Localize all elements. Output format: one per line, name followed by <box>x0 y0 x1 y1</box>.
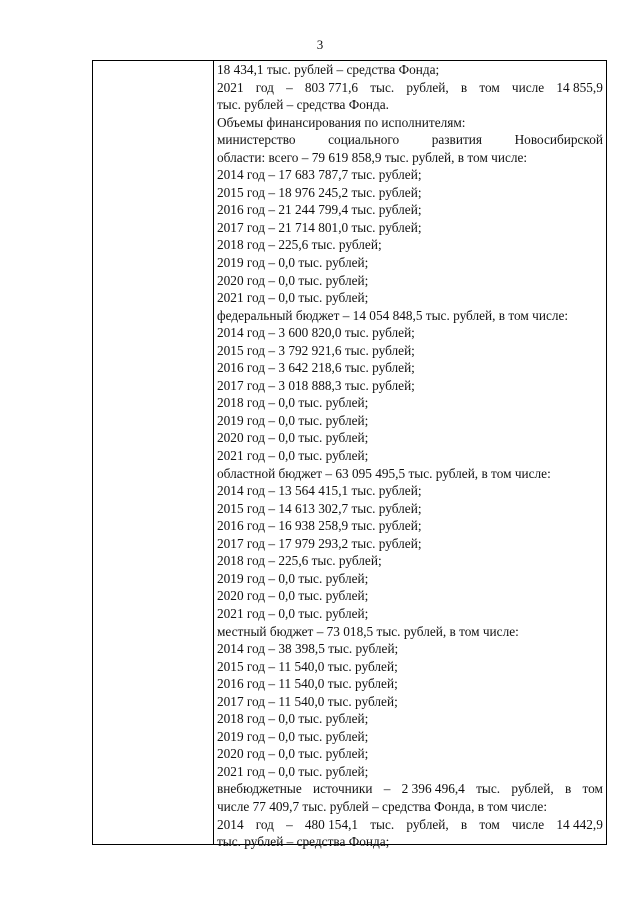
text-line: 2016 год – 11 540,0 тыс. рублей; <box>217 676 398 692</box>
word: в <box>564 781 572 797</box>
text-line: 2020 год – 0,0 тыс. рублей; <box>217 588 369 604</box>
word: рублей, <box>406 79 449 95</box>
word: в <box>460 816 468 832</box>
word: рублей, <box>406 816 449 832</box>
word: числе <box>511 816 545 832</box>
word: 480 154,1 <box>304 816 359 832</box>
text-line: 2020 год – 0,0 тыс. рублей; <box>217 746 369 762</box>
text-line: 2018 год – 225,6 тыс. рублей; <box>217 237 382 253</box>
text-line: 2020 год – 0,0 тыс. рублей; <box>217 430 369 446</box>
word: 14 855,9 <box>556 79 603 95</box>
word: – <box>286 79 293 95</box>
text-line: области: всего – 79 619 858,9 тыс. рублей, в том числе: <box>217 149 528 165</box>
word: развития <box>431 132 482 148</box>
text-line <box>217 780 603 798</box>
text-line: тыс. рублей – средства Фонда. <box>217 97 389 113</box>
word: 14 442,9 <box>556 816 603 832</box>
page-number: 3 <box>316 37 324 52</box>
text-line: 18 434,1 тыс. рублей – средства Фонда; <box>217 62 440 77</box>
word: том <box>479 816 500 832</box>
column-divider <box>213 61 214 844</box>
word: том <box>582 781 603 797</box>
text-line: 2014 год – 17 683 787,7 тыс. рублей; <box>217 167 422 183</box>
text-line: 2018 год – 0,0 тыс. рублей; <box>217 395 369 411</box>
text-line: 2016 год – 21 244 799,4 тыс. рублей; <box>217 202 422 218</box>
text-line: 2015 год – 18 976 245,2 тыс. рублей; <box>217 184 422 200</box>
text-line: 2017 год – 11 540,0 тыс. рублей; <box>217 693 398 709</box>
text-line: 2014 год – 13 564 415,1 тыс. рублей; <box>217 483 422 499</box>
word: 803 771,6 <box>304 79 359 95</box>
program-table <box>92 60 607 850</box>
financing-column <box>217 61 603 851</box>
text-line <box>217 816 603 834</box>
text-line: 2014 год – 3 600 820,0 тыс. рублей; <box>217 325 415 341</box>
text-line: 2021 год – 0,0 тыс. рублей; <box>217 605 369 621</box>
text-line: федеральный бюджет – 14 054 848,5 тыс. рублей, в том числе: <box>217 307 569 323</box>
text-line: 2015 год – 14 613 302,7 тыс. рублей; <box>217 500 422 516</box>
text-line: 2021 год – 0,0 тыс. рублей; <box>217 763 369 779</box>
word: социального <box>328 132 400 148</box>
text-line: 2019 год – 0,0 тыс. рублей; <box>217 728 369 744</box>
word: источники <box>313 781 373 797</box>
word: числе <box>511 79 545 95</box>
text-line: 2016 год – 16 938 258,9 тыс. рублей; <box>217 518 422 534</box>
text-line: 2017 год – 21 714 801,0 тыс. рублей; <box>217 219 422 235</box>
word: в <box>460 79 468 95</box>
text-line: 2014 год – 38 398,5 тыс. рублей; <box>217 641 399 657</box>
word: тыс. <box>370 816 395 832</box>
word: внебюджетные <box>217 781 302 797</box>
word: год <box>255 79 274 95</box>
word: тыс. <box>476 781 501 797</box>
word: 2021 <box>217 79 244 95</box>
text-line <box>217 131 603 149</box>
text-line: 2017 год – 17 979 293,2 тыс. рублей; <box>217 535 422 551</box>
word: Новосибирской <box>514 132 603 148</box>
text-line: 2020 год – 0,0 тыс. рублей; <box>217 272 369 288</box>
text-line: числе 77 409,7 тыс. рублей – средства Фонда, в том числе: <box>217 798 548 814</box>
text-line: 2021 год – 0,0 тыс. рублей; <box>217 448 369 464</box>
text-line: 2016 год – 3 642 218,6 тыс. рублей; <box>217 360 415 376</box>
word: 2 396 496,4 <box>401 781 465 797</box>
text-line: Объемы финансирования по исполнителям: <box>217 114 466 130</box>
word: год <box>255 816 274 832</box>
text-line: 2018 год – 0,0 тыс. рублей; <box>217 711 369 727</box>
word: том <box>479 79 500 95</box>
text-line: 2017 год – 3 018 888,3 тыс. рублей; <box>217 377 415 393</box>
text-line: 2015 год – 3 792 921,6 тыс. рублей; <box>217 342 415 358</box>
text-line: 2019 год – 0,0 тыс. рублей; <box>217 412 369 428</box>
word: рублей, <box>511 781 554 797</box>
word: тыс. <box>370 79 395 95</box>
word: – <box>286 816 293 832</box>
text-line: местный бюджет – 73 018,5 тыс. рублей, в том числе: <box>217 623 519 639</box>
word: – <box>383 781 391 797</box>
text-line: 2015 год – 11 540,0 тыс. рублей; <box>217 658 398 674</box>
text-line: 2021 год – 0,0 тыс. рублей; <box>217 290 369 306</box>
word: 2014 <box>217 816 244 832</box>
word: министерство <box>217 132 296 148</box>
text-line: 2018 год – 225,6 тыс. рублей; <box>217 553 382 569</box>
text-line: 2019 год – 0,0 тыс. рублей; <box>217 570 369 586</box>
text-line: тыс. рублей – средства Фонда; <box>217 834 390 850</box>
text-line <box>217 79 603 97</box>
text-line: 2019 год – 0,0 тыс. рублей; <box>217 255 369 271</box>
text-line: областной бюджет – 63 095 495,5 тыс. рублей, в том числе: <box>217 465 551 481</box>
